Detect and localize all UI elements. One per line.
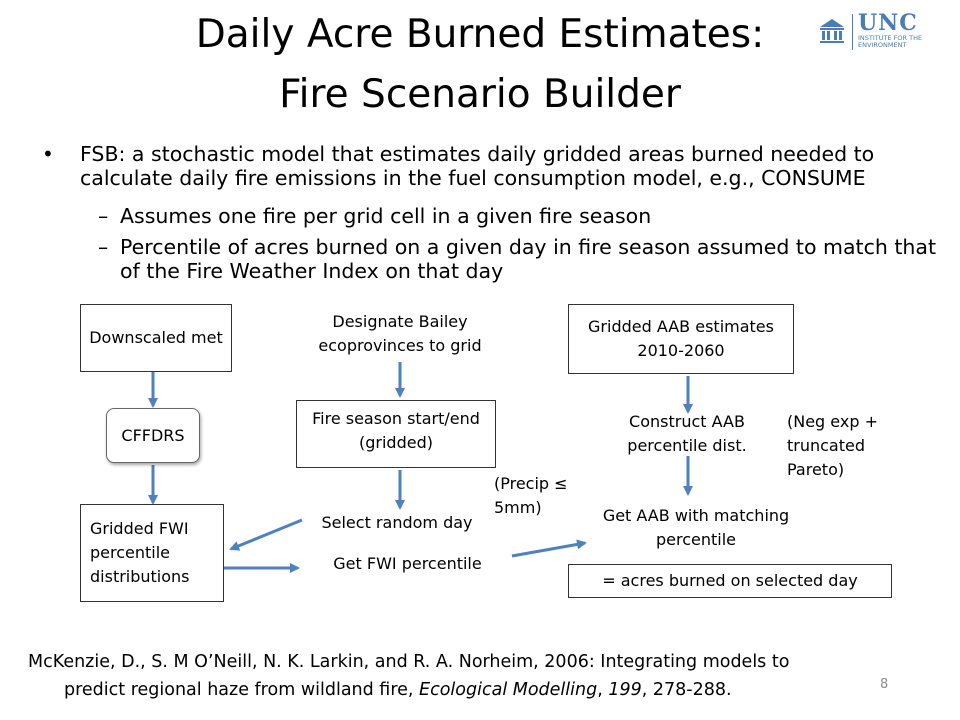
reference-pages: , 278-288. bbox=[641, 680, 732, 700]
sub-bullet-1: Assumes one fire per grid cell in a given fire season bbox=[120, 204, 652, 228]
construct-aab-label: Construct AAB percentile dist. bbox=[627, 412, 747, 455]
fire-season-box bbox=[296, 400, 496, 468]
designate-bailey-label: Designate Bailey ecoprovinces to grid bbox=[318, 312, 482, 355]
downscaled-met-box bbox=[80, 304, 232, 372]
reference-citation bbox=[28, 648, 928, 704]
cffdrs-label: CFFDRS bbox=[121, 425, 185, 445]
gridded-aab-box bbox=[568, 304, 794, 374]
get-aab-label: Get AAB with matching percentile bbox=[602, 506, 790, 549]
acres-burned-box bbox=[568, 564, 892, 598]
cffdrs-box bbox=[106, 408, 200, 463]
gridded-fwi-label: Gridded FWI percentile distributions bbox=[90, 519, 190, 586]
reference-text: predict regional haze from wildland fire, bbox=[64, 680, 420, 700]
gridded-fwi-box bbox=[80, 504, 224, 602]
slide-title-line1: Daily Acre Burned Estimates: bbox=[195, 12, 765, 57]
arrow-select-to-fwi bbox=[231, 520, 302, 549]
bullet-main: FSB: a stochastic model that estimates daily gridded areas burned needed to calculate daily fire emissions in the fuel consumption model, e.g., CONSUME bbox=[80, 142, 875, 190]
get-fwi-percentile-label: Get FWI percentile bbox=[333, 554, 482, 573]
reference-line2 bbox=[28, 676, 928, 704]
downscaled-met-label: Downscaled met bbox=[89, 328, 223, 347]
sub-bullet-dash-1: – bbox=[98, 204, 109, 228]
reference-sep: , bbox=[597, 680, 609, 700]
sub-bullet-2: Percentile of acres burned on a given day in fire season assumed to match that of the Fire Weather Index on that day bbox=[120, 235, 936, 283]
sub-bullet-dash-2: – bbox=[98, 235, 109, 259]
acres-burned-label: = acres burned on selected day bbox=[602, 571, 858, 590]
gridded-aab-label: Gridded AAB estimates 2010-2060 bbox=[588, 317, 774, 360]
reference-volume: 199 bbox=[608, 680, 642, 700]
bullet-dot: • bbox=[42, 142, 54, 166]
slide-title-line2: Fire Scenario Builder bbox=[279, 72, 681, 117]
precip-label: (Precip ≤ 5mm) bbox=[494, 474, 568, 517]
logo-subtitle: INSTITUTE FOR THE ENVIRONMENT bbox=[858, 34, 923, 49]
page-number: 8 bbox=[880, 677, 889, 692]
logo-name: UNC bbox=[858, 10, 918, 36]
arrow-getpct-to-getaab bbox=[512, 543, 585, 556]
reference-journal: Ecological Modelling bbox=[419, 680, 598, 700]
select-random-day-label: Select random day bbox=[321, 513, 473, 532]
fire-season-label: Fire season start/end (gridded) bbox=[312, 409, 480, 452]
reference-line1: McKenzie, D., S. M O’Neill, N. K. Larkin, and R. A. Norheim, 2006: Integrating models to bbox=[28, 652, 790, 672]
neg-exp-label: (Neg exp + truncated Pareto) bbox=[787, 412, 878, 479]
